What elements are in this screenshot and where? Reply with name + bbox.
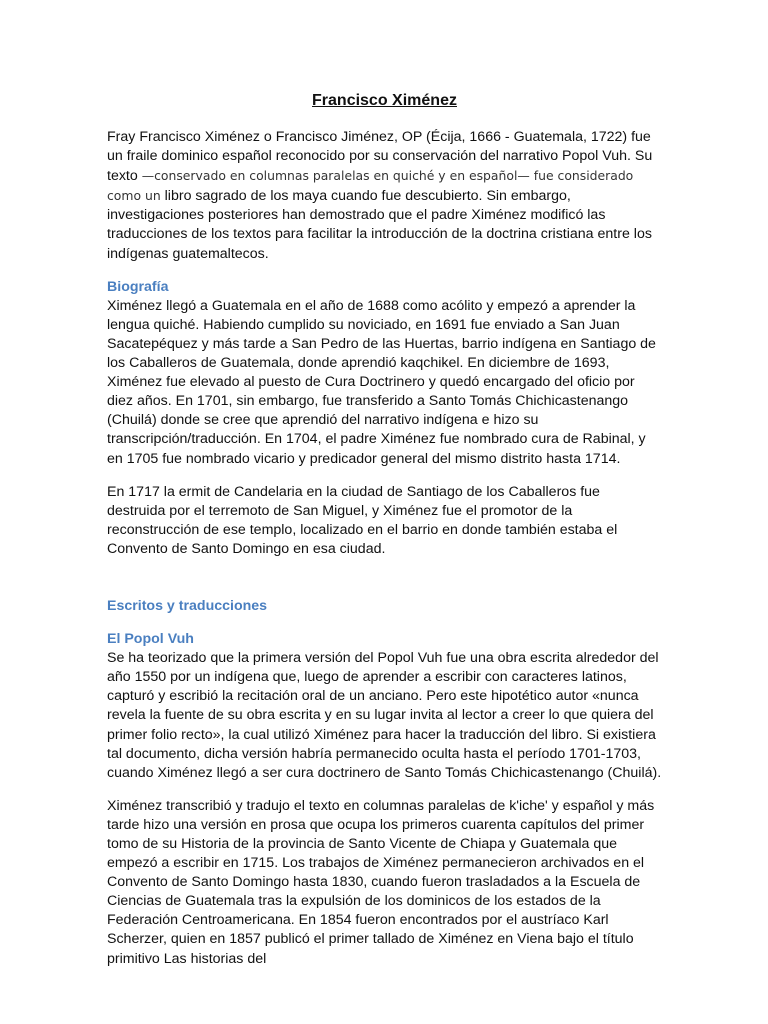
spacer xyxy=(107,616,662,630)
intro-text-part1: Fray Francisco Ximénez o Francisco Jiménez, OP (Écija, 1666 - Guatemala, 1722) fue un fraile dominico español reconocido por su conservación del narrativo Popol Vuh. Su texto xyxy=(107,129,653,185)
popol-vuh-paragraph-2: Ximénez transcribió y tradujo el texto en columnas paralelas de k'iche' y español y más tarde hizo una versión en prosa que ocupa los primeros cuarenta capítulos del primer tomo de su Historia de la provincia de Santo Vicente de Chiapa y Guatemala que empezó a escribir en 1715. Los trabajos de Ximénez permanecieron archivados en el Convento de Santo Domingo hasta 1830, cuando fueron trasladados a la Escuela de Ciencias de Guatemala tras la expulsión de los dominicos de los estados de la Federación Centroamericana. En 1854 fueron encontrados por el austríaco Karl Scherzer, quien en 1857 publicó el primer tallado de Ximénez en Viena bajo el título primitivo Las historias del xyxy=(107,797,655,967)
page-title: Francisco Ximénez xyxy=(312,92,457,109)
biografia-paragraph-1: Ximénez llegó a Guatemala en el año de 1688 como acólito y empezó a aprender la lengua quiché. Habiendo cumplido su noviciado, en 1691 fue enviado a San Juan Sacatepéquez y más tarde a San Pedro de las Huertas, barrio indígena en Santiago de los Caballeros de Guatemala, donde aprendió kaqchikel. En diciembre de 1693, Ximénez fue elevado al puesto de Cura Doctrinero y quedó encargado del oficio por diez años. En 1701, sin embargo, fue transferido a Santo Tomás Chichicastenango (Chuilá) donde se cree que aprendió del narrativo indígena e hizo su transcripción/traducción. En 1704, el padre Ximénez fue nombrado cura de Rabinal, y en 1705 fue nombrado vicario y predicador general del mismo distrito hasta 1714. xyxy=(107,297,656,467)
intro-paragraph xyxy=(107,128,662,264)
subsection-heading-popol-vuh: El Popol Vuh xyxy=(107,631,194,648)
intro-text-part2: —conservado en columnas paralelas en quiché y en español— fue considerado como un xyxy=(107,168,634,204)
intro-text-part3: libro sagrado de los maya cuando fue descubierto. Sin embargo, investigaciones posteriores han demostrado que el padre Ximénez modificó las traducciones de los textos para facilitar la introducción de la doctrina cristiana entre los indígenas guatemaltecos. xyxy=(107,188,652,262)
section-heading-biografia: Biografía xyxy=(107,278,169,295)
spacer xyxy=(107,783,662,797)
section-heading-escritos: Escritos y traducciones xyxy=(107,597,268,614)
spacer xyxy=(107,559,662,597)
spacer xyxy=(107,469,662,483)
spacer xyxy=(107,264,662,278)
popol-vuh-paragraph-1: Se ha teorizado que la primera versión del Popol Vuh fue una obra escrita alrededor del año 1550 por un indígena que, luego de aprender a escribir con caracteres latinos, capturó y escribió la recitación oral de un anciano. Pero este hipotético autor «nunca revela la fuente de su obra escrita y en su lugar invita al lector a creer lo que quiera del primer folio recto», la cual utilizó Ximénez para hacer la traducción del libro. Si existiera tal documento, dicha versión habría permanecido oculta hasta el período 1701-1703, cuando Ximénez llegó a ser cura doctrinero de Santo Tomás Chichicastenango (Chuilá). xyxy=(107,650,662,781)
biografia-paragraph-2: En 1717 la ermit de Candelaria en la ciudad de Santiago de los Caballeros fue destruida por el terremoto de San Miguel, y Ximénez fue el promotor de la reconstrucción de ese templo, localizado en el barrio en donde también estaba el Convento de Santo Domingo en esa ciudad. xyxy=(107,483,618,557)
document-page xyxy=(107,90,662,969)
